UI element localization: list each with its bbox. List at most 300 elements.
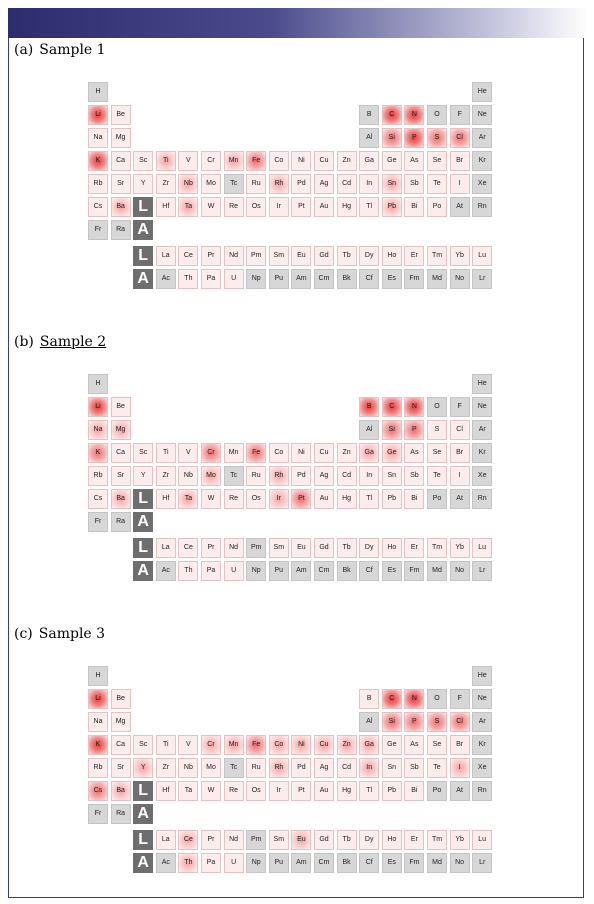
element-cell-cl: Cl [450,712,470,732]
element-cell-cs: Cs [88,489,108,509]
element-cell-he: He [472,82,492,102]
element-cell-dy: Dy [359,246,379,266]
element-cell-zr: Zr [156,466,176,486]
element-cell-rn: Rn [472,781,492,801]
panel-sample-name: Sample 3 [38,626,106,642]
element-cell-lr: Lr [472,269,492,289]
panel-label-2 [14,334,106,350]
lanthanide-marker: L [133,489,153,509]
element-cell-in: In [359,174,379,194]
element-cell-ac: Ac [156,269,176,289]
element-cell-cu: Cu [314,443,334,463]
element-cell-tl: Tl [359,781,379,801]
element-cell-cm: Cm [314,269,334,289]
element-cell-sb: Sb [404,758,424,778]
element-cell-nd: Nd [224,246,244,266]
element-cell-fm: Fm [404,853,424,873]
element-cell-os: Os [246,489,266,509]
element-cell-no: No [450,853,470,873]
element-cell-md: Md [427,853,447,873]
element-cell-v: V [178,443,198,463]
element-cell-th: Th [178,853,198,873]
element-cell-te: Te [427,758,447,778]
element-cell-tb: Tb [337,830,357,850]
element-cell-ti: Ti [156,735,176,755]
element-cell-sm: Sm [269,246,289,266]
element-cell-cr: Cr [201,151,221,171]
element-cell-ba: Ba [111,489,131,509]
element-cell-n: N [404,689,424,709]
element-cell-at: At [450,781,470,801]
element-cell-cd: Cd [337,758,357,778]
element-cell-sr: Sr [111,174,131,194]
element-cell-pr: Pr [201,246,221,266]
element-cell-f: F [450,689,470,709]
element-cell-pa: Pa [201,853,221,873]
element-cell-f: F [450,397,470,417]
element-cell-li: Li [88,105,108,125]
actinide-marker: A [133,561,153,581]
element-cell-pm: Pm [246,830,266,850]
element-cell-am: Am [291,853,311,873]
element-cell-no: No [450,561,470,581]
element-cell-mn: Mn [224,151,244,171]
element-cell-la: La [156,538,176,558]
element-cell-ac: Ac [156,561,176,581]
element-cell-ho: Ho [382,538,402,558]
actinide-marker: A [133,512,153,532]
element-cell-yb: Yb [450,538,470,558]
element-cell-ni: Ni [291,151,311,171]
element-cell-pu: Pu [269,561,289,581]
element-cell-y: Y [133,174,153,194]
panel-letter: (c) [14,626,33,642]
element-cell-bi: Bi [404,489,424,509]
element-cell-tc: Tc [224,466,244,486]
element-cell-po: Po [427,781,447,801]
element-cell-ne: Ne [472,397,492,417]
element-cell-pt: Pt [291,781,311,801]
element-cell-tm: Tm [427,830,447,850]
element-cell-au: Au [314,197,334,217]
actinide-marker: A [133,804,153,824]
element-cell-na: Na [88,128,108,148]
element-cell-co: Co [269,151,289,171]
element-cell-pu: Pu [269,269,289,289]
element-cell-fr: Fr [88,220,108,240]
element-cell-cs: Cs [88,197,108,217]
element-cell-ca: Ca [111,735,131,755]
element-cell-o: O [427,397,447,417]
element-cell-w: W [201,197,221,217]
element-cell-mo: Mo [201,174,221,194]
element-cell-tm: Tm [427,246,447,266]
element-cell-al: Al [359,420,379,440]
element-cell-ra: Ra [111,512,131,532]
element-cell-h: H [88,666,108,686]
element-cell-kr: Kr [472,735,492,755]
element-cell-dy: Dy [359,830,379,850]
element-cell-xe: Xe [472,466,492,486]
element-cell-zn: Zn [337,151,357,171]
element-cell-md: Md [427,269,447,289]
element-cell-br: Br [450,443,470,463]
element-cell-th: Th [178,269,198,289]
element-cell-cf: Cf [359,853,379,873]
element-cell-as: As [404,151,424,171]
element-cell-la: La [156,830,176,850]
actinide-marker: A [133,269,153,289]
element-cell-cf: Cf [359,561,379,581]
element-cell-pd: Pd [291,758,311,778]
element-cell-ne: Ne [472,689,492,709]
element-cell-mn: Mn [224,443,244,463]
element-cell-cd: Cd [337,174,357,194]
element-cell-pb: Pb [382,781,402,801]
element-cell-br: Br [450,151,470,171]
element-cell-no: No [450,269,470,289]
element-cell-be: Be [111,105,131,125]
element-cell-rh: Rh [269,466,289,486]
element-cell-sc: Sc [133,443,153,463]
element-cell-ru: Ru [246,174,266,194]
element-cell-am: Am [291,269,311,289]
element-cell-c: C [382,397,402,417]
element-cell-hg: Hg [337,489,357,509]
element-cell-nb: Nb [178,174,198,194]
element-cell-na: Na [88,420,108,440]
element-cell-s: S [427,128,447,148]
element-cell-th: Th [178,561,198,581]
element-cell-es: Es [382,269,402,289]
element-cell-ag: Ag [314,758,334,778]
element-cell-bk: Bk [337,561,357,581]
element-cell-pb: Pb [382,489,402,509]
element-cell-mn: Mn [224,735,244,755]
element-cell-at: At [450,197,470,217]
element-cell-s: S [427,420,447,440]
element-cell-ho: Ho [382,246,402,266]
element-cell-nb: Nb [178,466,198,486]
element-cell-as: As [404,735,424,755]
element-cell-ge: Ge [382,735,402,755]
element-cell-ge: Ge [382,151,402,171]
element-cell-tm: Tm [427,538,447,558]
element-cell-er: Er [404,830,424,850]
element-cell-ba: Ba [111,197,131,217]
element-cell-co: Co [269,735,289,755]
lanthanide-marker: L [133,830,153,850]
element-cell-np: Np [246,561,266,581]
element-cell-zn: Zn [337,735,357,755]
element-cell-c: C [382,105,402,125]
element-cell-n: N [404,397,424,417]
element-cell-np: Np [246,853,266,873]
element-cell-pr: Pr [201,538,221,558]
actinide-marker: A [133,220,153,240]
element-cell-ga: Ga [359,443,379,463]
element-cell-be: Be [111,397,131,417]
element-cell-ir: Ir [269,489,289,509]
element-cell-mg: Mg [111,128,131,148]
element-cell-pt: Pt [291,197,311,217]
element-cell-k: K [88,151,108,171]
element-cell-cs: Cs [88,781,108,801]
panel-sample-name: Sample 2 [39,334,107,350]
element-cell-la: La [156,246,176,266]
element-cell-eu: Eu [291,246,311,266]
element-cell-ag: Ag [314,174,334,194]
element-cell-y: Y [133,758,153,778]
element-cell-mg: Mg [111,712,131,732]
lanthanide-marker: L [133,246,153,266]
element-cell-sb: Sb [404,174,424,194]
element-cell-re: Re [224,781,244,801]
element-cell-ar: Ar [472,420,492,440]
element-cell-ti: Ti [156,443,176,463]
element-cell-ru: Ru [246,758,266,778]
element-cell-pa: Pa [201,269,221,289]
element-cell-s: S [427,712,447,732]
element-cell-tb: Tb [337,538,357,558]
element-cell-se: Se [427,735,447,755]
element-cell-ge: Ge [382,443,402,463]
element-cell-ta: Ta [178,489,198,509]
element-cell-rn: Rn [472,197,492,217]
element-cell-es: Es [382,853,402,873]
element-cell-ar: Ar [472,712,492,732]
element-cell-sm: Sm [269,830,289,850]
element-cell-si: Si [382,420,402,440]
element-cell-fe: Fe [246,443,266,463]
element-cell-cm: Cm [314,853,334,873]
element-cell-be: Be [111,689,131,709]
element-cell-b: B [359,689,379,709]
panel-label-3 [14,626,105,642]
element-cell-yb: Yb [450,246,470,266]
element-cell-li: Li [88,397,108,417]
panel-letter: (b) [14,334,34,350]
element-cell-i: I [450,466,470,486]
element-cell-fm: Fm [404,561,424,581]
element-cell-w: W [201,781,221,801]
element-cell-u: U [224,561,244,581]
element-cell-ga: Ga [359,735,379,755]
element-cell-b: B [359,397,379,417]
element-cell-o: O [427,105,447,125]
element-cell-br: Br [450,735,470,755]
element-cell-re: Re [224,197,244,217]
element-cell-mg: Mg [111,420,131,440]
element-cell-p: P [404,420,424,440]
element-cell-au: Au [314,781,334,801]
element-cell-tb: Tb [337,246,357,266]
element-cell-rn: Rn [472,489,492,509]
panel-sample-name: Sample 1 [39,42,106,58]
element-cell-cr: Cr [201,735,221,755]
element-cell-te: Te [427,466,447,486]
element-cell-tl: Tl [359,489,379,509]
element-cell-ar: Ar [472,128,492,148]
element-cell-ca: Ca [111,443,131,463]
element-cell-i: I [450,758,470,778]
element-cell-ce: Ce [178,246,198,266]
element-cell-b: B [359,105,379,125]
element-cell-ti: Ti [156,151,176,171]
element-cell-o: O [427,689,447,709]
element-cell-pd: Pd [291,466,311,486]
element-cell-yb: Yb [450,830,470,850]
element-cell-kr: Kr [472,443,492,463]
element-cell-sr: Sr [111,466,131,486]
element-cell-po: Po [427,197,447,217]
element-cell-er: Er [404,538,424,558]
element-cell-sc: Sc [133,151,153,171]
lanthanide-marker: L [133,197,153,217]
element-cell-gd: Gd [314,538,334,558]
element-cell-pb: Pb [382,197,402,217]
element-cell-bk: Bk [337,853,357,873]
element-cell-ru: Ru [246,466,266,486]
element-cell-sb: Sb [404,466,424,486]
element-cell-hf: Hf [156,197,176,217]
element-cell-fe: Fe [246,151,266,171]
element-cell-eu: Eu [291,830,311,850]
element-cell-hf: Hf [156,489,176,509]
element-cell-re: Re [224,489,244,509]
element-cell-fr: Fr [88,804,108,824]
element-cell-se: Se [427,151,447,171]
element-cell-ac: Ac [156,853,176,873]
element-cell-zr: Zr [156,174,176,194]
element-cell-sr: Sr [111,758,131,778]
element-cell-ra: Ra [111,220,131,240]
lanthanide-marker: L [133,781,153,801]
element-cell-md: Md [427,561,447,581]
element-cell-po: Po [427,489,447,509]
element-cell-eu: Eu [291,538,311,558]
element-cell-ta: Ta [178,781,198,801]
element-cell-ne: Ne [472,105,492,125]
element-cell-at: At [450,489,470,509]
element-cell-tc: Tc [224,174,244,194]
element-cell-cd: Cd [337,466,357,486]
element-cell-ca: Ca [111,151,131,171]
element-cell-ce: Ce [178,830,198,850]
element-cell-dy: Dy [359,538,379,558]
element-cell-es: Es [382,561,402,581]
element-cell-sm: Sm [269,538,289,558]
element-cell-ni: Ni [291,443,311,463]
element-cell-he: He [472,374,492,394]
element-cell-xe: Xe [472,174,492,194]
lanthanide-marker: L [133,538,153,558]
element-cell-au: Au [314,489,334,509]
element-cell-li: Li [88,689,108,709]
element-cell-rb: Rb [88,174,108,194]
element-cell-c: C [382,689,402,709]
element-cell-zn: Zn [337,443,357,463]
panel-label-1 [14,42,106,58]
element-cell-p: P [404,128,424,148]
element-cell-lr: Lr [472,561,492,581]
element-cell-kr: Kr [472,151,492,171]
element-cell-k: K [88,735,108,755]
element-cell-k: K [88,443,108,463]
element-cell-cu: Cu [314,735,334,755]
element-cell-ni: Ni [291,735,311,755]
element-cell-as: As [404,443,424,463]
element-cell-ir: Ir [269,781,289,801]
element-cell-pa: Pa [201,561,221,581]
element-cell-n: N [404,105,424,125]
element-cell-pd: Pd [291,174,311,194]
element-cell-cm: Cm [314,561,334,581]
element-cell-rb: Rb [88,466,108,486]
element-cell-rb: Rb [88,758,108,778]
element-cell-he: He [472,666,492,686]
element-cell-lu: Lu [472,538,492,558]
element-cell-te: Te [427,174,447,194]
element-cell-nb: Nb [178,758,198,778]
element-cell-rh: Rh [269,758,289,778]
element-cell-er: Er [404,246,424,266]
element-cell-sn: Sn [382,758,402,778]
element-cell-os: Os [246,197,266,217]
element-cell-gd: Gd [314,830,334,850]
element-cell-sc: Sc [133,735,153,755]
element-cell-si: Si [382,712,402,732]
element-cell-bi: Bi [404,197,424,217]
element-cell-gd: Gd [314,246,334,266]
element-cell-xe: Xe [472,758,492,778]
element-cell-pm: Pm [246,538,266,558]
element-cell-v: V [178,735,198,755]
element-cell-pu: Pu [269,853,289,873]
element-cell-tc: Tc [224,758,244,778]
element-cell-bi: Bi [404,781,424,801]
element-cell-se: Se [427,443,447,463]
element-cell-np: Np [246,269,266,289]
element-cell-ba: Ba [111,781,131,801]
element-cell-fm: Fm [404,269,424,289]
element-cell-mo: Mo [201,758,221,778]
element-cell-nd: Nd [224,830,244,850]
element-cell-cu: Cu [314,151,334,171]
element-cell-lr: Lr [472,853,492,873]
element-cell-hf: Hf [156,781,176,801]
element-cell-p: P [404,712,424,732]
element-cell-si: Si [382,128,402,148]
element-cell-pr: Pr [201,830,221,850]
element-cell-pm: Pm [246,246,266,266]
element-cell-rh: Rh [269,174,289,194]
element-cell-hg: Hg [337,197,357,217]
element-cell-al: Al [359,712,379,732]
element-cell-cl: Cl [450,420,470,440]
element-cell-in: In [359,466,379,486]
element-cell-tl: Tl [359,197,379,217]
element-cell-v: V [178,151,198,171]
element-cell-sn: Sn [382,174,402,194]
element-cell-h: H [88,374,108,394]
element-cell-cf: Cf [359,269,379,289]
element-cell-lu: Lu [472,830,492,850]
element-cell-f: F [450,105,470,125]
element-cell-ag: Ag [314,466,334,486]
element-cell-fr: Fr [88,512,108,532]
panel-letter: (a) [14,42,34,58]
